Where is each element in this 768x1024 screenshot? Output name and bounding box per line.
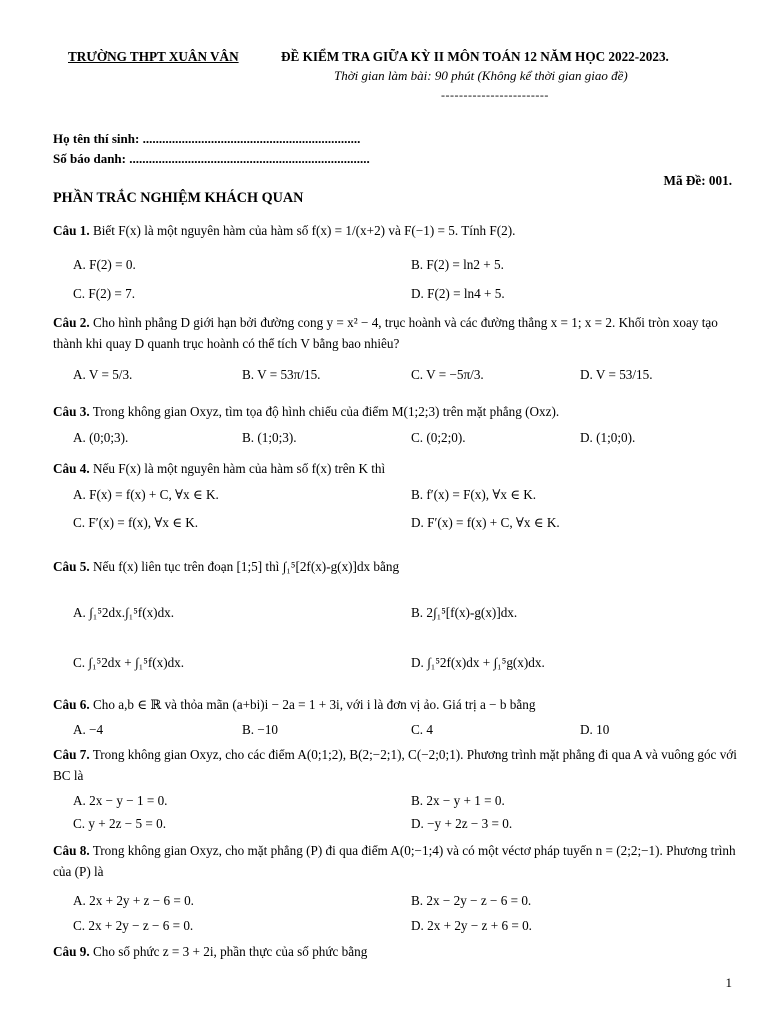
question-text: Cho số phức z = 3 + 2i, phần thực của số phức bằng bbox=[92, 944, 368, 959]
option-b[interactable]: B. 2x − 2y − z − 6 = 0. bbox=[411, 893, 532, 908]
option-b[interactable]: B. −10 bbox=[242, 722, 279, 737]
section-title: PHẦN TRẮC NGHIỆM KHÁCH QUAN bbox=[53, 190, 304, 206]
option-c[interactable]: C. (0;2;0). bbox=[411, 430, 466, 445]
divider: ------------------------ bbox=[441, 88, 549, 102]
question-text: Cho a,b ∈ ℝ và thỏa mãn (a+bi)i − 2a = 1 + 3i, với i là đơn vị ảo. Giá trị a − b bằng bbox=[92, 697, 536, 712]
exam-code: Mã Đề: 001. bbox=[663, 173, 732, 188]
exam-title: ĐỀ KIỂM TRA GIỮA KỲ II MÔN TOÁN 12 NĂM HỌC 2022-2023. bbox=[281, 49, 669, 64]
option-a[interactable]: A. V = 5/3. bbox=[73, 367, 133, 382]
question-4 bbox=[53, 458, 743, 479]
option-c[interactable]: C. 4 bbox=[411, 722, 433, 737]
option-d[interactable]: D. F′(x) = f(x) + C, ∀x ∈ K. bbox=[411, 515, 560, 530]
option-d[interactable]: D. V = 53/15. bbox=[580, 367, 653, 382]
question-text: Biết F(x) là một nguyên hàm của hàm số f(x) = 1/(x+2) và F(−1) = 5. Tính F(2). bbox=[92, 223, 516, 238]
option-a[interactable]: A. F(x) = f(x) + C, ∀x ∈ K. bbox=[73, 487, 219, 502]
question-text: Trong không gian Oxyz, cho mặt phẳng (P) đi qua điểm A(0;−1;4) và có một véctơ pháp tuyến n = (2;2;−1). Phương trình của (P) là bbox=[53, 843, 736, 879]
student-name-field: Họ tên thí sinh: ................................................................... bbox=[53, 131, 361, 146]
question-label: Câu 8. bbox=[53, 843, 90, 858]
option-a[interactable]: A. (0;0;3). bbox=[73, 430, 129, 445]
option-d[interactable]: D. ∫₁⁵2f(x)dx + ∫₁⁵g(x)dx. bbox=[411, 655, 545, 670]
time-info: Thời gian làm bài: 90 phút (Không kể thời gian giao đề) bbox=[334, 68, 628, 83]
question-9 bbox=[53, 941, 743, 962]
question-label: Câu 7. bbox=[53, 747, 90, 762]
option-d[interactable]: D. 2x + 2y − z + 6 = 0. bbox=[411, 918, 532, 933]
option-a[interactable]: A. −4 bbox=[73, 722, 104, 737]
option-a[interactable]: A. ∫₁⁵2dx.∫₁⁵f(x)dx. bbox=[73, 605, 175, 620]
option-c[interactable]: C. V = −5π/3. bbox=[411, 367, 484, 382]
option-d[interactable]: D. 10 bbox=[580, 722, 610, 737]
question-6 bbox=[53, 694, 743, 715]
question-5 bbox=[53, 556, 743, 577]
question-label: Câu 9. bbox=[53, 944, 90, 959]
question-2 bbox=[53, 312, 743, 354]
option-c[interactable]: C. ∫₁⁵2dx + ∫₁⁵f(x)dx. bbox=[73, 655, 185, 670]
question-label: Câu 4. bbox=[53, 461, 90, 476]
question-label: Câu 1. bbox=[53, 223, 90, 238]
question-text: Nếu f(x) liên tục trên đoạn [1;5] thì ∫₁⁵[2f(x)-g(x)]dx bằng bbox=[92, 559, 400, 574]
option-c[interactable]: C. y + 2z − 5 = 0. bbox=[73, 816, 167, 831]
option-a[interactable]: A. 2x − y − 1 = 0. bbox=[73, 793, 168, 808]
option-c[interactable]: C. 2x + 2y − z − 6 = 0. bbox=[73, 918, 194, 933]
option-b[interactable]: B. V = 53π/15. bbox=[242, 367, 321, 382]
question-8 bbox=[53, 840, 743, 882]
option-c[interactable]: C. F(2) = 7. bbox=[73, 286, 136, 301]
school-name: TRƯỜNG THPT XUÂN VÂN bbox=[68, 49, 239, 64]
question-label: Câu 5. bbox=[53, 559, 90, 574]
option-d[interactable]: D. F(2) = ln4 + 5. bbox=[411, 286, 505, 301]
question-text: Nếu F(x) là một nguyên hàm của hàm số f(x) trên K thì bbox=[92, 461, 386, 476]
question-label: Câu 2. bbox=[53, 315, 90, 330]
question-label: Câu 3. bbox=[53, 404, 90, 419]
question-text: Cho hình phẳng D giới hạn bởi đường cong y = x² − 4, trục hoành và các đường thẳng x = 1; x = 2. Khối tròn xoay tạo thành khi quay D quanh trục hoành có thể tích V bằng bao nhiêu? bbox=[53, 315, 718, 351]
option-c[interactable]: C. F′(x) = f(x), ∀x ∈ K. bbox=[73, 515, 199, 530]
question-text: Trong không gian Oxyz, cho các điểm A(0;1;2), B(2;−2;1), C(−2;0;1). Phương trình mặt phẳng đi qua A và vuông góc với BC là bbox=[53, 747, 737, 783]
question-7 bbox=[53, 744, 743, 786]
option-d[interactable]: D. (1;0;0). bbox=[580, 430, 636, 445]
option-b[interactable]: B. 2x − y + 1 = 0. bbox=[411, 793, 505, 808]
option-b[interactable]: B. f′(x) = F(x), ∀x ∈ K. bbox=[411, 487, 537, 502]
page-number: 1 bbox=[725, 975, 732, 990]
option-d[interactable]: D. −y + 2z − 3 = 0. bbox=[411, 816, 513, 831]
option-b[interactable]: B. (1;0;3). bbox=[242, 430, 297, 445]
question-3 bbox=[53, 401, 743, 422]
question-text: Trong không gian Oxyz, tìm tọa độ hình chiếu của điểm M(1;2;3) trên mặt phẳng (Oxz). bbox=[92, 404, 560, 419]
option-b[interactable]: B. 2∫₁⁵[f(x)-g(x)]dx. bbox=[411, 605, 518, 620]
option-a[interactable]: A. 2x + 2y + z − 6 = 0. bbox=[73, 893, 194, 908]
option-a[interactable]: A. F(2) = 0. bbox=[73, 257, 136, 272]
student-id-field: Số báo danh: .......................................................................... bbox=[53, 151, 370, 166]
question-label: Câu 6. bbox=[53, 697, 90, 712]
option-b[interactable]: B. F(2) = ln2 + 5. bbox=[411, 257, 504, 272]
question-1 bbox=[53, 220, 743, 241]
